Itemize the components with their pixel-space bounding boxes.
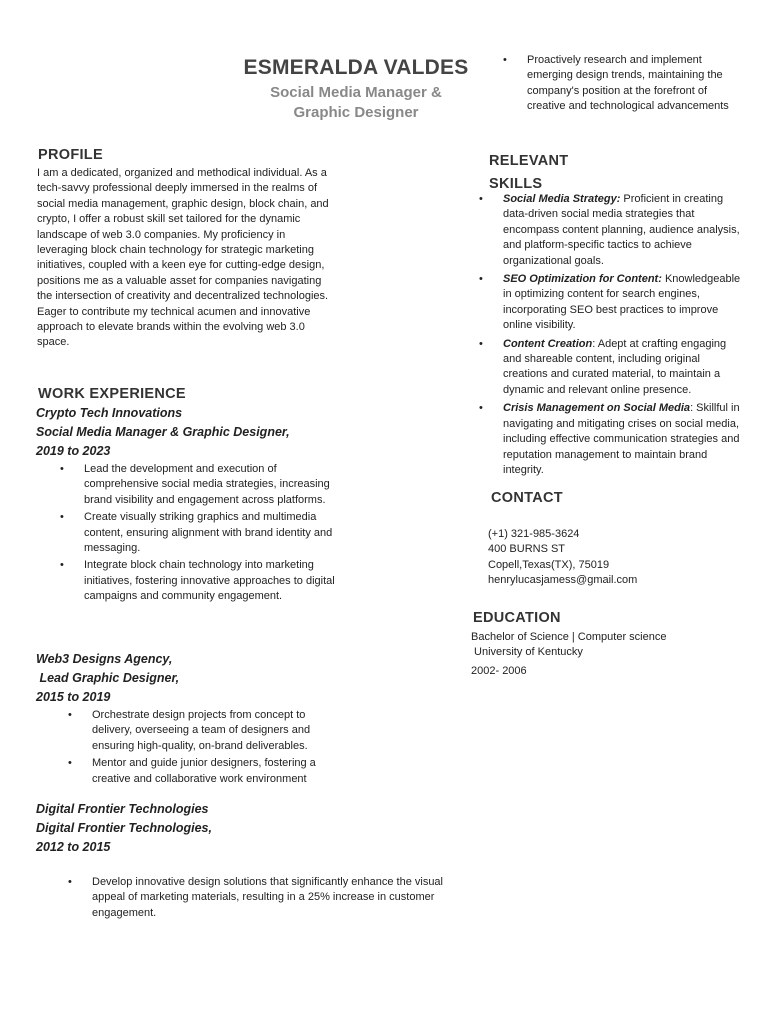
resume-job-title — [236, 83, 476, 123]
job-2-bullets — [92, 708, 338, 789]
job-dates: 2012 to 2015 — [36, 840, 111, 854]
skill-title: Content Creation — [503, 337, 593, 350]
resume-name: ESMERALDA VALDES — [243, 56, 469, 79]
education-school: University of Kentucky — [471, 646, 583, 659]
list-item: • Integrate block chain technology into marketing initiatives, fostering innovative approaches to digital campaigns and community engagement. — [84, 558, 336, 604]
contact-street: 400 BURNS ST — [488, 543, 566, 556]
skill-title: Social Media Strategy: — [503, 193, 621, 205]
contact-heading: CONTACT — [491, 490, 563, 506]
profile-heading: PROFILE — [38, 147, 103, 163]
skills-heading — [489, 150, 568, 196]
job-3-header — [36, 800, 356, 857]
work-experience-heading: WORK EXPERIENCE — [38, 386, 186, 402]
education-years: 2002- 2006 — [471, 664, 527, 677]
profile-text: I am a dedicated, organized and methodical individual. As a tech-savvy professional deeply immersed in the realms of social media management, graphic design, block chain, and crypto, I offer a robust skill set tailored for the dynamic landscape of web 3.0 companies. My proficiency in leveraging block chain technology for strategic marketing initiatives, coupled with a keen eye for cutting-edge design, positions me as a valuable asset for companies navigating the intersection of creativity and decentralized technologies. Eager to contribute my technical acumen and innovative approach to elevate brands within the evolving web 3.0 space. — [37, 167, 329, 349]
education-details — [471, 630, 666, 679]
skill-item — [503, 272, 741, 334]
job-company: Digital Frontier Technologies — [36, 802, 209, 816]
top-right-bullet-list — [527, 53, 747, 117]
job-role: Lead Graphic Designer, — [36, 671, 180, 685]
job-2-header — [36, 650, 356, 707]
list-item: • Proactively research and implement emerging design trends, maintaining the company's position at the forefront of creative and technological advancements — [527, 53, 747, 115]
skill-item — [503, 337, 741, 399]
skill-text: : Adept at crafting engaging and shareable content, including original creations and curated material, to maintain a dynamic and relevant online presence. — [503, 337, 727, 396]
job-company: Crypto Tech Innovations — [36, 406, 183, 420]
job-1-header — [36, 404, 356, 461]
contact-city: Copell,Texas(TX), 75019 — [488, 558, 610, 571]
skill-title: SEO Optimization for Content: — [503, 273, 662, 286]
job-title-line-2: Graphic Designer — [293, 104, 419, 121]
skill-item — [503, 192, 741, 269]
job-3-bullets — [92, 875, 478, 923]
job-role: Social Media Manager & Graphic Designer, — [36, 425, 290, 439]
education-heading: EDUCATION — [473, 610, 561, 626]
skills-heading-line-2: SKILLS — [489, 176, 543, 192]
list-item: • Lead the development and execution of comprehensive social media strategies, increasing brand visibility and engagement across platforms. — [84, 462, 336, 508]
job-dates: 2019 to 2023 — [36, 444, 111, 458]
list-item: • Orchestrate design projects from concept to delivery, overseeing a team of designers and ensuring high-quality, on-brand deliverables. — [92, 708, 338, 754]
job-role: Digital Frontier Technologies, — [36, 821, 212, 835]
skill-text: : Skillful in navigating and mitigating crises on social media, including effective communication strategies and reputation management to maintain brand integrity. — [503, 402, 740, 476]
job-1-bullets — [84, 462, 336, 607]
job-title-line-1: Social Media Manager & — [270, 84, 442, 101]
skills-list — [503, 192, 741, 480]
contact-details — [488, 527, 637, 589]
skill-text: Knowledgeable in optimizing content for search engines, incorporating SEO best practices to improve online visibility. — [503, 273, 741, 332]
education-degree: Bachelor of Science | Computer science — [471, 631, 667, 643]
skill-text: Proficient in creating data-driven social media strategies that encompass content planning, audience analysis, and platform-specific tactics to achieve organizational goals. — [503, 193, 740, 267]
list-item: • Develop innovative design solutions that significantly enhance the visual appeal of marketing materials, resulting in a 25% increase in customer engagement. — [92, 875, 478, 921]
job-company: Web3 Designs Agency, — [36, 652, 173, 666]
job-dates: 2015 to 2019 — [36, 690, 111, 704]
list-item: • Mentor and guide junior designers, fostering a creative and collaborative work environment — [92, 756, 338, 787]
skill-item — [503, 401, 741, 478]
contact-phone: (+1) 321-985-3624 — [488, 528, 580, 540]
skill-title: Crisis Management on Social Media — [503, 402, 691, 415]
skills-heading-line-1: RELEVANT — [489, 153, 569, 169]
contact-email: henrylucasjamess@gmail.com — [488, 574, 638, 587]
list-item: • Create visually striking graphics and multimedia content, ensuring alignment with brand identity and messaging. — [84, 510, 336, 556]
